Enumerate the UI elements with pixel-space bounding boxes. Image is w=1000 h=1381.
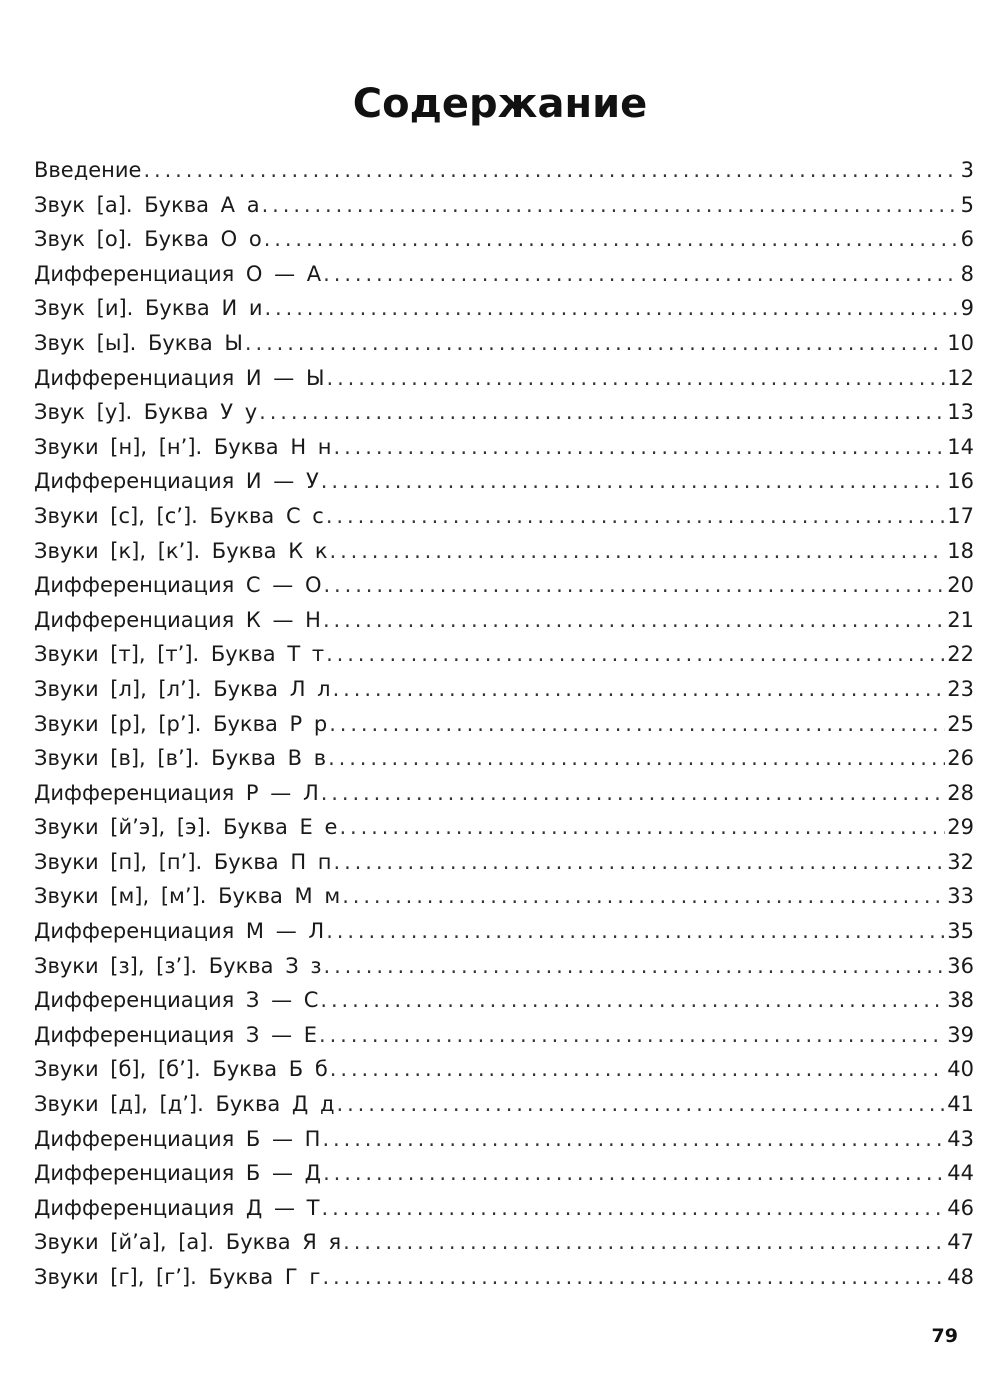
toc-dot-leader — [327, 361, 946, 396]
page-number: 79 — [931, 1325, 958, 1347]
toc-entry-page: 12 — [947, 365, 974, 390]
toc-entry-title: Звуки [т], [т’]. Буква Т т — [34, 642, 325, 667]
toc-dot-leader — [329, 707, 945, 742]
toc-dot-leader — [245, 326, 945, 361]
toc-dot-leader — [326, 914, 945, 949]
page-title: Содержание — [352, 81, 648, 127]
toc-dot-leader — [342, 879, 945, 914]
toc-dot-leader — [320, 983, 945, 1018]
toc-entry-title: Звуки [р], [р’]. Буква Р р — [34, 711, 328, 736]
toc-entry[interactable] — [34, 879, 974, 914]
toc-dot-leader — [328, 741, 945, 776]
toc-entry-title: Дифференциация Д — Т — [34, 1195, 320, 1220]
toc-entry-title: Введение — [34, 158, 142, 182]
toc-entry-title: Звук [о]. Буква О о — [34, 227, 262, 252]
toc-entry-page: 41 — [947, 1092, 974, 1117]
toc-entry-title: Звук [и]. Буква И и — [34, 296, 263, 321]
toc-entry-title: Звук [у]. Буква У у — [34, 400, 258, 425]
toc-entry-page: 38 — [947, 988, 974, 1013]
toc-entry-page: 29 — [947, 815, 974, 840]
toc-entry[interactable] — [34, 534, 974, 569]
toc-entry-title: Звуки [й’э], [э]. Буква Е е — [34, 815, 338, 840]
toc-entry-page: 46 — [947, 1195, 974, 1220]
toc-entry[interactable] — [34, 1018, 974, 1053]
toc-dot-leader — [324, 949, 946, 984]
toc-entry-page: 6 — [960, 227, 974, 252]
toc-entry-title: Дифференциация Б — Д — [34, 1161, 322, 1186]
toc-dot-leader — [323, 568, 945, 603]
toc-dot-leader — [330, 1052, 945, 1087]
toc-entry[interactable] — [34, 361, 974, 396]
toc-entry[interactable] — [34, 949, 974, 984]
toc-entry-page: 10 — [947, 330, 974, 355]
toc-dot-leader — [326, 637, 945, 672]
toc-entry[interactable] — [34, 222, 974, 257]
toc-entry-title: Дифференциация Б — П — [34, 1126, 321, 1151]
toc-dot-leader — [334, 845, 946, 880]
toc-dot-leader — [343, 1225, 945, 1260]
toc-entry[interactable] — [34, 845, 974, 880]
toc-entry-page: 23 — [947, 676, 974, 701]
toc-dot-leader — [337, 1087, 946, 1122]
toc-dot-leader — [264, 222, 959, 257]
toc-entry-title: Звуки [м], [м’]. Буква М м — [34, 884, 341, 909]
toc-entry[interactable] — [34, 1191, 974, 1226]
toc-entry-page: 3 — [960, 158, 974, 182]
toc-entry-page: 32 — [947, 849, 974, 874]
toc-entry[interactable] — [34, 499, 974, 534]
toc-dot-leader — [262, 188, 959, 223]
toc-entry[interactable] — [34, 603, 974, 638]
toc-entry-page: 35 — [947, 919, 974, 944]
toc-entry[interactable] — [34, 1156, 974, 1191]
toc-entry-page: 43 — [947, 1126, 974, 1151]
toc-dot-leader — [322, 1260, 945, 1295]
toc-dot-leader — [334, 430, 946, 465]
toc-entry-page: 20 — [947, 573, 974, 598]
toc-dot-leader — [323, 1156, 945, 1191]
toc-entry-title: Дифференциация И — У — [34, 469, 319, 494]
toc-entry[interactable] — [34, 326, 974, 361]
toc-entry-title: Дифференциация М — Л — [34, 919, 325, 944]
toc-entry-title: Дифференциация З — Е — [34, 1022, 318, 1047]
toc-entry-title: Звуки [в], [в’]. Буква В в — [34, 746, 327, 771]
toc-dot-leader — [319, 1018, 945, 1053]
toc-entry-title: Звуки [д], [д’]. Буква Д д — [34, 1092, 335, 1117]
toc-entry-title: Дифференциация О — А — [34, 261, 322, 286]
toc-dot-leader — [339, 810, 945, 845]
toc-entry-page: 28 — [947, 780, 974, 805]
toc-entry-title: Дифференциация З — С — [34, 988, 319, 1013]
toc-entry-title: Звуки [н], [н’]. Буква Н н — [34, 434, 332, 459]
toc-entry-title: Дифференциация С — О — [34, 573, 322, 598]
toc-entry-page: 33 — [947, 884, 974, 909]
toc-entry[interactable] — [34, 188, 974, 223]
toc-entry-title: Дифференциация И — Ы — [34, 365, 325, 390]
toc-entry-title: Звуки [с], [с’]. Буква С с — [34, 503, 324, 528]
toc-entry-title: Дифференциация К — Н — [34, 607, 321, 632]
toc-dot-leader — [326, 499, 945, 534]
toc-entry[interactable] — [34, 672, 974, 707]
toc-dot-leader — [322, 1122, 945, 1157]
toc-entry-page: 16 — [947, 469, 974, 494]
toc-entry-page: 48 — [947, 1265, 974, 1289]
toc-entry[interactable] — [34, 257, 974, 292]
toc-entry-title: Дифференциация Р — Л — [34, 780, 319, 805]
toc-entry[interactable] — [34, 983, 974, 1018]
toc-entry[interactable] — [34, 776, 974, 811]
toc-entry[interactable] — [34, 1225, 974, 1260]
toc-entry-page: 44 — [947, 1161, 974, 1186]
toc-entry-title: Звуки [б], [б’]. Буква Б б — [34, 1057, 328, 1082]
toc-entry[interactable] — [34, 464, 974, 499]
toc-entry-page: 9 — [960, 296, 974, 321]
toc-entry[interactable] — [34, 914, 974, 949]
toc-dot-leader — [322, 1191, 946, 1226]
toc-entry-page: 8 — [960, 261, 974, 286]
toc-dot-leader — [321, 776, 946, 811]
toc-entry-title: Звуки [к], [к’]. Буква К к — [34, 538, 328, 563]
toc-entry[interactable] — [34, 1260, 974, 1295]
toc-entry-page: 26 — [947, 746, 974, 771]
toc-entry[interactable] — [34, 291, 974, 326]
toc-dot-leader — [333, 672, 946, 707]
toc-entry-title: Звуки [з], [з’]. Буква З з — [34, 953, 322, 978]
toc-entry-title: Звук [а]. Буква А а — [34, 192, 260, 217]
toc-entry-page: 40 — [947, 1057, 974, 1082]
toc-entry[interactable] — [34, 395, 974, 430]
toc-entry[interactable] — [34, 430, 974, 465]
toc-entry-title: Звуки [л], [л’]. Буква Л л — [34, 676, 331, 701]
toc-entry-page: 5 — [960, 192, 974, 217]
toc-dot-leader — [323, 257, 958, 292]
toc-dot-leader — [323, 603, 945, 638]
toc-entry-page: 36 — [947, 953, 974, 978]
toc-entry-page: 13 — [947, 400, 974, 425]
toc-entry[interactable] — [34, 741, 974, 776]
toc-entry-page: 25 — [947, 711, 974, 736]
toc-entry-page: 14 — [947, 434, 974, 459]
toc-dot-leader — [330, 534, 946, 569]
toc-entry-title: Звук [ы]. Буква Ы — [34, 330, 243, 355]
toc-entry[interactable] — [34, 1052, 974, 1087]
toc-entry[interactable] — [34, 707, 974, 742]
toc-entry[interactable] — [34, 1087, 974, 1122]
toc-entry-title: Звуки [п], [п’]. Буква П п — [34, 849, 332, 874]
toc-entry[interactable] — [34, 568, 974, 603]
toc-entry-page: 18 — [947, 538, 974, 563]
toc-entry-page: 39 — [947, 1022, 974, 1047]
toc-entry-title: Звуки [й’а], [а]. Буква Я я — [34, 1230, 342, 1255]
toc-entry-page: 47 — [947, 1230, 974, 1255]
toc-entry-page: 17 — [947, 503, 974, 528]
toc-entry-page: 21 — [947, 607, 974, 632]
toc-dot-leader — [259, 395, 945, 430]
toc-entry[interactable] — [34, 153, 974, 188]
toc-dot-leader — [143, 153, 958, 188]
toc-dot-leader — [321, 464, 945, 499]
toc-entry[interactable] — [34, 637, 974, 672]
toc-entry-title: Звуки [г], [г’]. Буква Г г — [34, 1265, 321, 1289]
toc-entry[interactable] — [34, 1122, 974, 1157]
toc-entry[interactable] — [34, 810, 974, 845]
toc-dot-leader — [264, 291, 958, 326]
toc-entry-page: 22 — [947, 642, 974, 667]
table-of-contents — [34, 153, 974, 1295]
